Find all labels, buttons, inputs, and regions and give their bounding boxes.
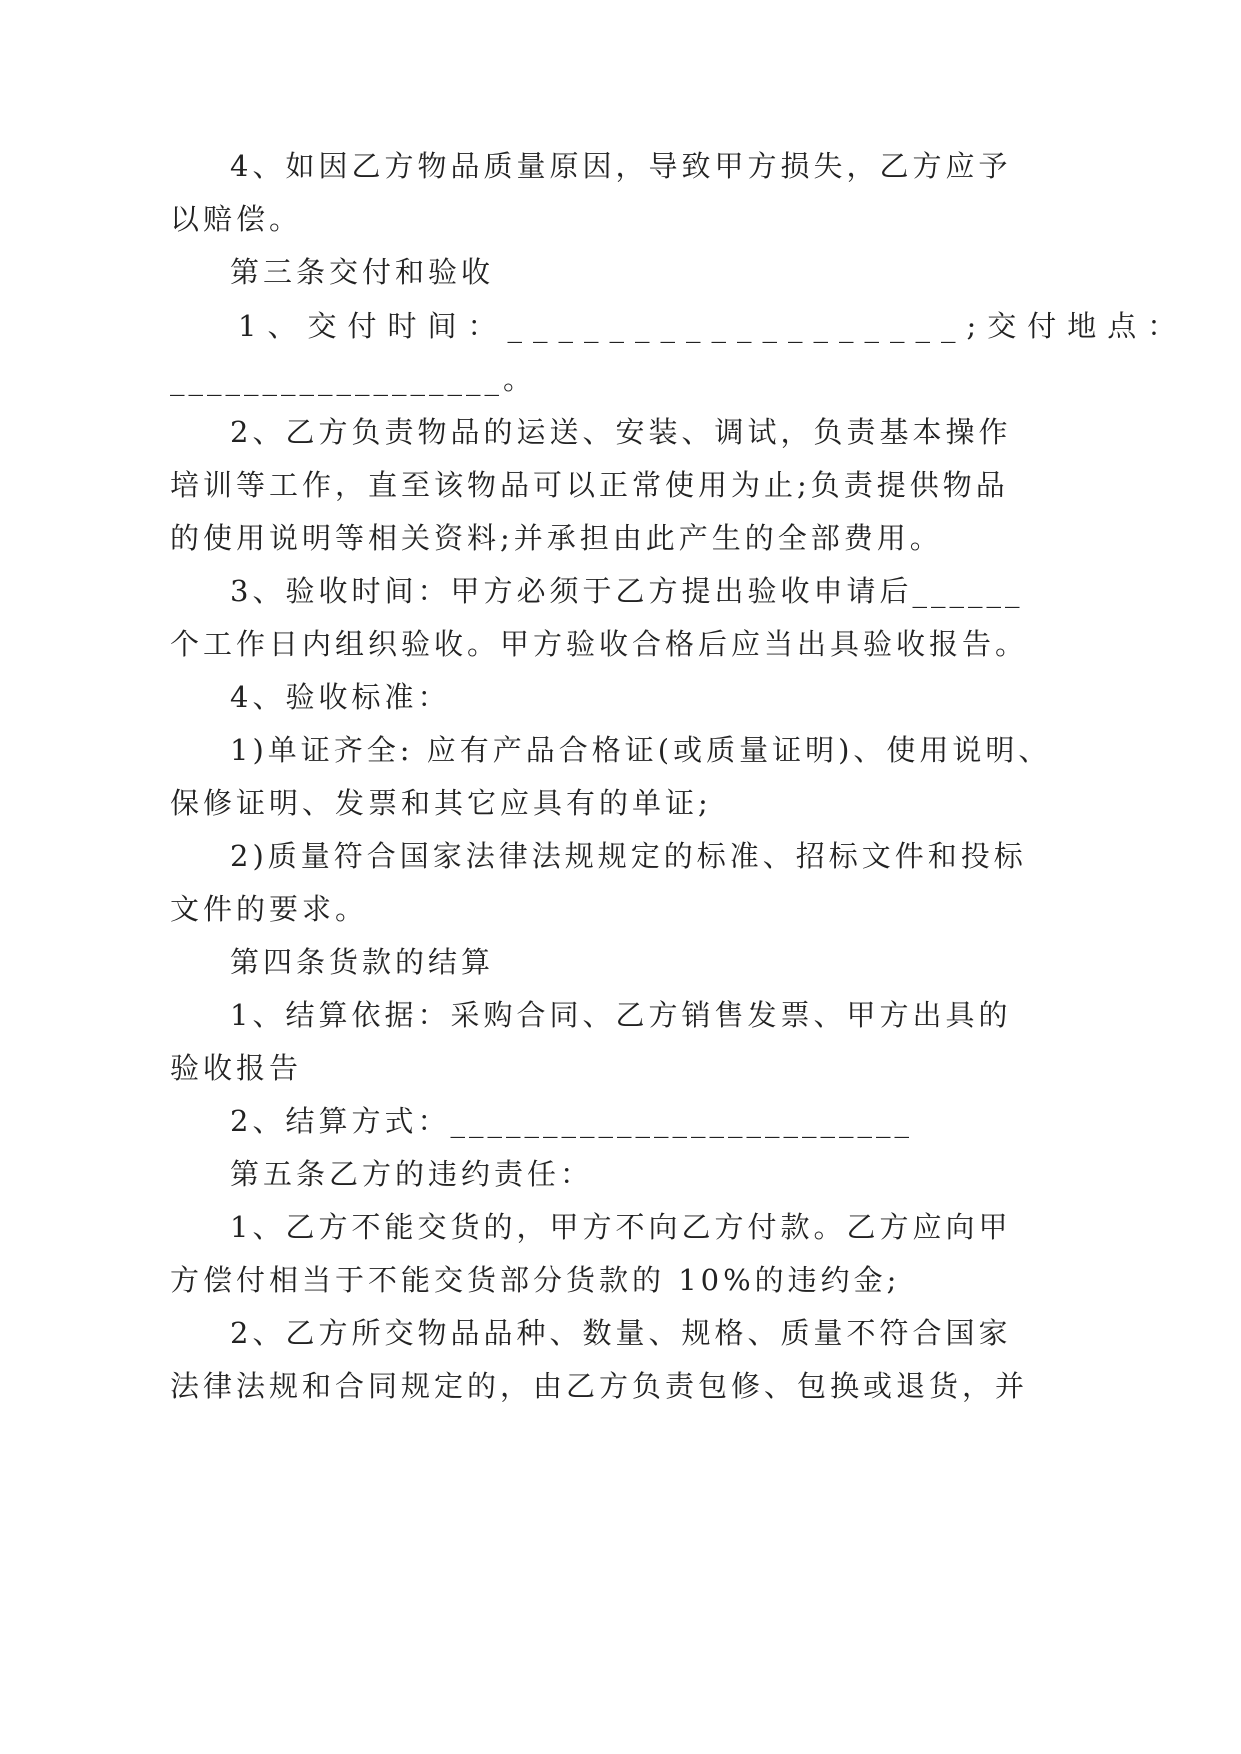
text-line-21: 1、乙方不能交货的，甲方不向乙方付款。乙方应向甲 [230, 1210, 1012, 1244]
text-line-14: 2)质量符合国家法律法规规定的标准、招标文件和投标 [230, 839, 1027, 873]
text-line-24: 法律法规和合同规定的，由乙方负责包修、包换或退货，并 [170, 1369, 1029, 1403]
section-heading-3: 第三条交付和验收 [230, 255, 495, 289]
text-line-9: 3、验收时间：甲方必须于乙方提出验收申请后______ [230, 574, 1024, 608]
text-line-19: 2、结算方式：_________________________ [230, 1104, 913, 1138]
text-line-17: 1、结算依据：采购合同、乙方销售发票、甲方出具的 [230, 998, 1012, 1032]
text-line-12: 1)单证齐全: 应有产品合格证(或质量证明)、使用说明、 [230, 733, 1052, 767]
text-line-5: __________________。 [170, 362, 537, 396]
text-line-15: 文件的要求。 [170, 892, 369, 926]
text-line-6: 2、乙方负责物品的运送、安装、调试，负责基本操作 [230, 415, 1012, 449]
text-line-4: 1、交付时间：__________________;交付地点： [238, 309, 1188, 343]
text-line-22: 方偿付相当于不能交货部分货款的 10%的违约金; [170, 1263, 901, 1297]
section-heading-20: 第五条乙方的违约责任： [230, 1157, 594, 1191]
text-line-7: 培训等工作，直至该物品可以正常使用为止;负责提供物品 [170, 468, 1009, 502]
text-line-2: 以赔偿。 [170, 202, 303, 236]
section-heading-16: 第四条货款的结算 [230, 945, 495, 979]
text-line-23: 2、乙方所交物品品种、数量、规格、质量不符合国家 [230, 1316, 1012, 1350]
text-line-18: 验收报告 [170, 1051, 303, 1085]
text-line-8: 的使用说明等相关资料;并承担由此产生的全部费用。 [170, 521, 943, 555]
text-line-10: 个工作日内组织验收。甲方验收合格后应当出具验收报告。 [170, 627, 1029, 661]
text-line-11: 4、验收标准： [230, 680, 451, 714]
text-line-13: 保修证明、发票和其它应具有的单证; [170, 786, 712, 820]
text-line-1: 4、如因乙方物品质量原因，导致甲方损失，乙方应予 [230, 149, 1012, 183]
